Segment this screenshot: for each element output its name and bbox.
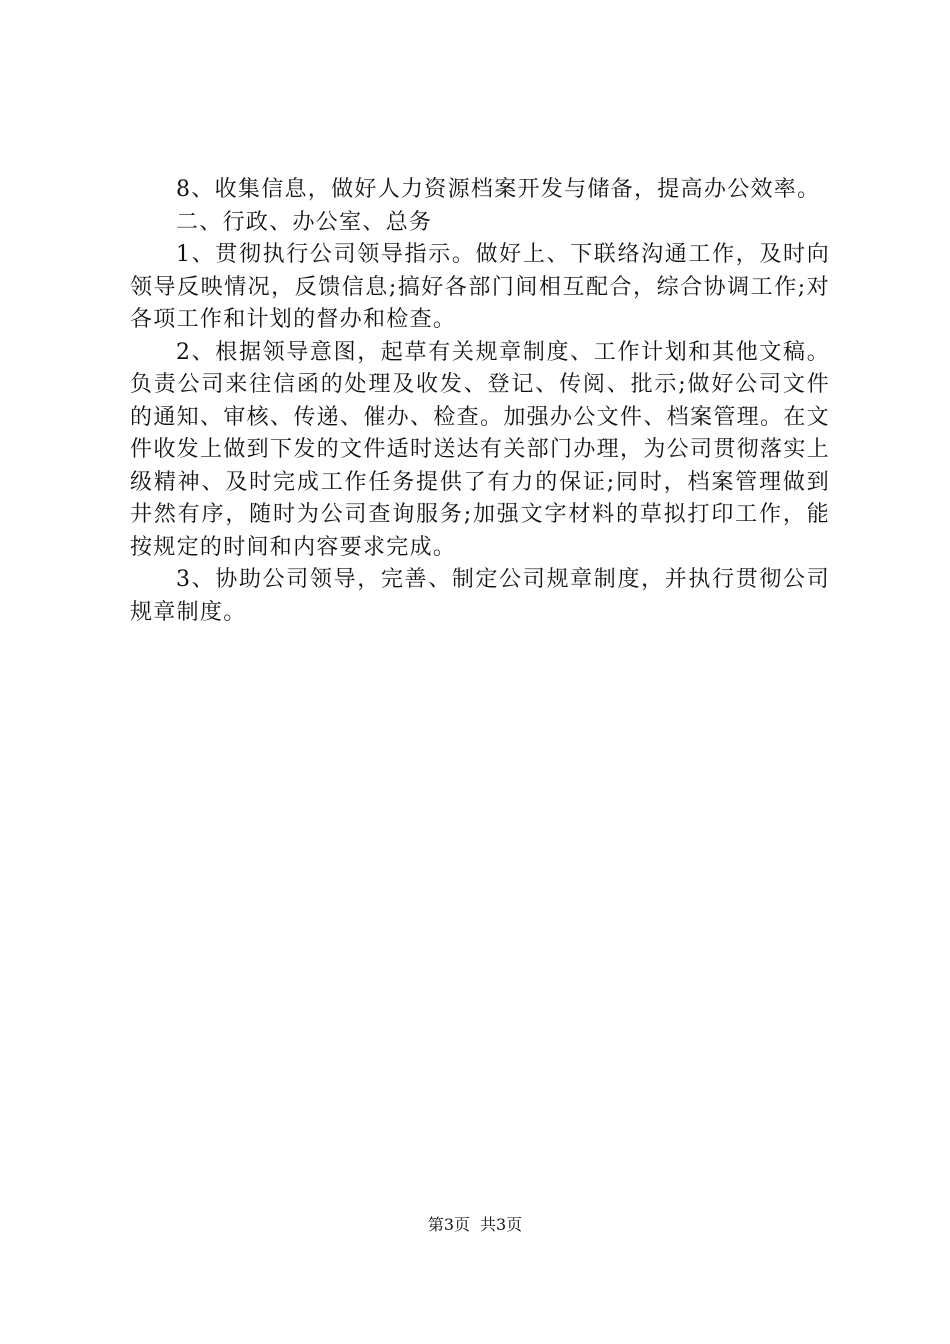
paragraph-item-1: 1、贯彻执行公司领导指示。做好上、下联络沟通工作，及时向领导反映情况，反馈信息;搞好各部门间相互配合，综合协调工作;对各项工作和计划的督办和检查。: [130, 242, 830, 332]
document-body: [130, 174, 830, 629]
section-heading-admin: 二、行政、办公室、总务: [176, 209, 433, 235]
page-number-current: 第3页: [427, 1215, 470, 1234]
paragraph-item-2: 2、根据领导意图，起草有关规章制度、工作计划和其他文稿。负责公司来往信函的处理及收发、登记、传阅、批示;做好公司文件的通知、审核、传递、催办、检查。加强办公文件、档案管理。在文件收发上做到下发的文件适时送达有关部门办理，为公司贯彻落实上级精神、及时完成工作任务提供了有力的保证;同时，档案管理做到井然有序，随时为公司查询服务;加强文字材料的草拟打印工作，能按规定的时间和内容要求完成。: [130, 339, 830, 560]
page-number-total: 共3页: [480, 1215, 523, 1234]
paragraph-item-3: 3、协助公司领导，完善、制定公司规章制度，并执行贯彻公司规章制度。: [130, 567, 830, 625]
page-footer: [0, 1215, 950, 1235]
paragraph-item-8: 8、收集信息，做好人力资源档案开发与储备，提高办公效率。: [176, 177, 821, 202]
